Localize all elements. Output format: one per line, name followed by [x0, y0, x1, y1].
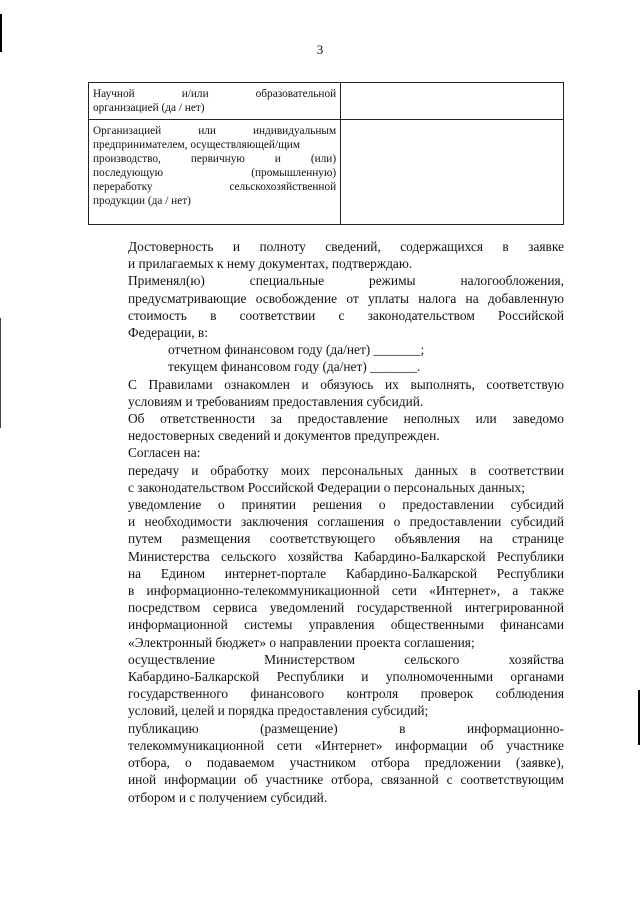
cell-line: Организацией или индивидуальным — [93, 125, 337, 137]
question-cell — [89, 83, 341, 120]
cell-line: переработку сельскохозяйственной — [93, 181, 337, 193]
paragraph-confirmation: Достоверность и полноту сведений, содержащихся в заявке и прилагаемых к нему документах, подтверждаю. — [128, 239, 564, 272]
paragraph-inspections: осуществление Министерством сельского хозяйства Кабардино-Балкарской Республики и уполномоченными органами государственного финансового контроля проверок соблюдения условий, целей и порядка предоставления субсидий; — [128, 651, 564, 719]
cell-line: продукции (да / нет) — [93, 195, 191, 207]
answer-cell[interactable] — [341, 120, 564, 225]
paragraph-notification: уведомление о принятии решения о предоставлении субсидий и необходимости заключения соглашения о предоставлении субсидий путем размещения соответствующего объявления на странице Министерства сельского хозяйства Кабардино-Балкарской Республики на Едином интернет-портале Кабардино-Балкарской Республики в информационно-телекоммуникационной сети «Интернет», а также посредством сервиса уведомлений государственной интегрированной информационной системы управления общественными финансами «Электронный бюджет» о направлении проекта соглашения; — [128, 497, 564, 650]
paragraph-rules: С Правилами ознакомлен и обязуюсь их выполнять, соответствую условиям и требованиям предоставления субсидий. — [128, 376, 564, 409]
paragraph-personal-data: передачу и обработку моих персональных данных в соответствии с законодательством Российской Федерации о персональных данных; — [128, 462, 564, 495]
applicant-status-table — [88, 82, 564, 225]
cell-line: Научной и/или образовательной — [93, 88, 337, 100]
paragraph-tax-regimes: Применял(ю) специальные режимы налогообложения, предусматривающие освобождение от уплаты налога на добавленную стоимость в соответствии с законодательством Российской Федерации, в: отчетном финансовом году (да/нет) _______; текущем финансовом году (да/нет) _______. — [88, 272, 564, 375]
paragraph-liability: Об ответственности за предоставление неполных или заведомо недостоверных сведений и документов предупрежден. — [128, 411, 564, 444]
cell-line: предпринимателем, осуществляющей/щим — [93, 139, 300, 151]
table-row — [89, 120, 564, 225]
table-row — [89, 83, 564, 120]
paragraph-consent-heading: Согласен на: — [128, 445, 201, 461]
paragraph-publication: публикацию (размещение) в информационно- телекоммуникационной сети «Интернет» информации об участнике отбора, о подаваемом участником отбора предложении (заявке), иной информации об участнике отбора, связанной с соответствующим отбором и с получением субсидий. — [128, 720, 564, 805]
cell-line: производство, первичную и (или) — [93, 153, 337, 165]
tax-item-reporting-year: отчетном финансовом году (да/нет) _______; — [168, 342, 425, 358]
page-number: 3 — [316, 42, 324, 57]
tax-item-current-year: текущем финансовом году (да/нет) _______. — [168, 359, 421, 375]
document-body — [88, 238, 564, 806]
cell-line: последующую (промышленную) — [93, 167, 337, 179]
scan-edge-mark — [0, 318, 1, 428]
answer-cell[interactable] — [341, 83, 564, 120]
question-cell — [89, 120, 341, 225]
cell-line: организацией (да / нет) — [93, 102, 205, 114]
